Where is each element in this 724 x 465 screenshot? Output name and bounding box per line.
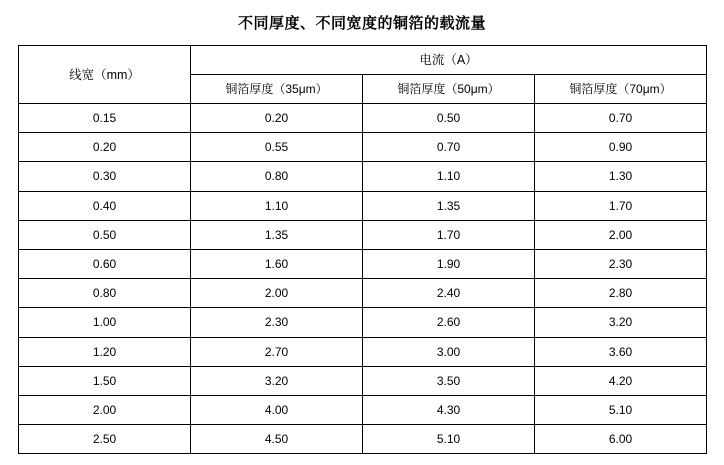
cell-current-35um: 3.20 bbox=[191, 366, 363, 395]
table-header-row-1 bbox=[19, 46, 707, 75]
column-header-thickness-70um: 铜箔厚度（70μm） bbox=[535, 75, 707, 104]
table-row bbox=[19, 133, 707, 162]
cell-current-35um: 2.00 bbox=[191, 279, 363, 308]
cell-current-70um: 1.30 bbox=[535, 162, 707, 191]
table-row bbox=[19, 279, 707, 308]
table-row bbox=[19, 191, 707, 220]
cell-line-width: 2.00 bbox=[19, 396, 191, 425]
table-row bbox=[19, 308, 707, 337]
page-title: 不同厚度、不同宽度的铜箔的载流量 bbox=[237, 15, 486, 32]
cell-current-50um: 0.50 bbox=[363, 104, 535, 133]
cell-current-50um: 1.70 bbox=[363, 220, 535, 249]
cell-current-50um: 1.10 bbox=[363, 162, 535, 191]
cell-line-width: 1.20 bbox=[19, 337, 191, 366]
cell-current-70um: 1.70 bbox=[535, 191, 707, 220]
cell-current-50um: 4.30 bbox=[363, 396, 535, 425]
table-row bbox=[19, 250, 707, 279]
table-row bbox=[19, 425, 707, 454]
cell-current-35um: 4.50 bbox=[191, 425, 363, 454]
cell-current-70um: 3.60 bbox=[535, 337, 707, 366]
column-header-line-width: 线宽（mm） bbox=[19, 46, 191, 104]
table-body bbox=[19, 104, 707, 454]
column-header-current-group: 电流（A） bbox=[191, 46, 707, 75]
cell-current-50um: 2.40 bbox=[363, 279, 535, 308]
cell-current-50um: 3.00 bbox=[363, 337, 535, 366]
table-row bbox=[19, 337, 707, 366]
cell-current-50um: 2.60 bbox=[363, 308, 535, 337]
cell-current-50um: 0.70 bbox=[363, 133, 535, 162]
cell-current-35um: 0.20 bbox=[191, 104, 363, 133]
cell-current-35um: 0.80 bbox=[191, 162, 363, 191]
table-container bbox=[0, 45, 724, 454]
cell-current-70um: 4.20 bbox=[535, 366, 707, 395]
table-row bbox=[19, 396, 707, 425]
cell-current-35um: 4.00 bbox=[191, 396, 363, 425]
cell-line-width: 0.80 bbox=[19, 279, 191, 308]
copper-trace-current-table bbox=[18, 45, 707, 454]
cell-line-width: 0.60 bbox=[19, 250, 191, 279]
cell-current-35um: 1.60 bbox=[191, 250, 363, 279]
cell-line-width: 0.15 bbox=[19, 104, 191, 133]
table-row bbox=[19, 220, 707, 249]
cell-current-70um: 6.00 bbox=[535, 425, 707, 454]
cell-line-width: 0.40 bbox=[19, 191, 191, 220]
cell-current-35um: 2.30 bbox=[191, 308, 363, 337]
table-row bbox=[19, 104, 707, 133]
table-header bbox=[19, 46, 707, 104]
cell-current-35um: 1.35 bbox=[191, 220, 363, 249]
cell-line-width: 0.20 bbox=[19, 133, 191, 162]
column-header-thickness-35um: 铜箔厚度（35μm） bbox=[191, 75, 363, 104]
cell-line-width: 2.50 bbox=[19, 425, 191, 454]
table-row bbox=[19, 162, 707, 191]
cell-current-50um: 1.35 bbox=[363, 191, 535, 220]
table-row bbox=[19, 366, 707, 395]
cell-line-width: 1.00 bbox=[19, 308, 191, 337]
cell-line-width: 1.50 bbox=[19, 366, 191, 395]
cell-current-70um: 2.00 bbox=[535, 220, 707, 249]
cell-current-70um: 2.30 bbox=[535, 250, 707, 279]
cell-current-70um: 0.70 bbox=[535, 104, 707, 133]
cell-current-50um: 1.90 bbox=[363, 250, 535, 279]
cell-current-70um: 5.10 bbox=[535, 396, 707, 425]
cell-line-width: 0.30 bbox=[19, 162, 191, 191]
cell-current-35um: 2.70 bbox=[191, 337, 363, 366]
cell-line-width: 0.50 bbox=[19, 220, 191, 249]
column-header-thickness-50um: 铜箔厚度（50μm） bbox=[363, 75, 535, 104]
cell-current-35um: 1.10 bbox=[191, 191, 363, 220]
cell-current-70um: 0.90 bbox=[535, 133, 707, 162]
cell-current-35um: 0.55 bbox=[191, 133, 363, 162]
cell-current-50um: 3.50 bbox=[363, 366, 535, 395]
cell-current-70um: 3.20 bbox=[535, 308, 707, 337]
cell-current-50um: 5.10 bbox=[363, 425, 535, 454]
cell-current-70um: 2.80 bbox=[535, 279, 707, 308]
